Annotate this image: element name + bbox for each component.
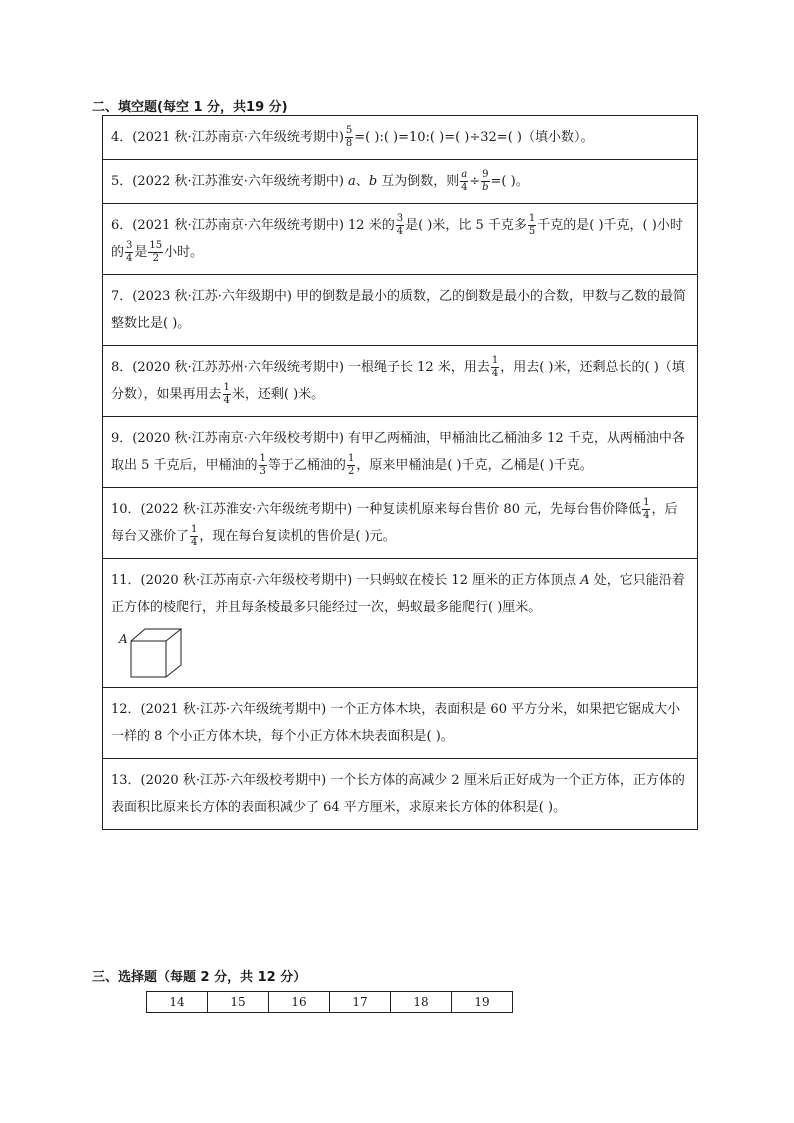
q4-text-2[interactable]: =( ):( )=10:( )=( )÷32=( )（填小数）。	[354, 130, 594, 145]
q6-fraction-3: $\frac{3}{4}$	[126, 240, 133, 264]
q5-fraction-1: $\frac{a}{4}$	[461, 169, 468, 193]
q10-fraction-2: $\frac{1}{4}$	[191, 524, 198, 548]
q8-fraction-2: $\frac{1}{4}$	[223, 382, 230, 406]
q10-fraction-1: $\frac{1}{4}$	[643, 497, 650, 521]
q4-fraction: $\frac{5}{8}$	[345, 125, 353, 149]
cube-icon	[115, 627, 205, 683]
q8-fraction-1: $\frac{1}{4}$	[491, 355, 499, 379]
q9-fraction-2: $\frac{1}{2}$	[347, 453, 355, 477]
q5-fraction-2: $\frac{9}{b}$	[482, 169, 489, 193]
cube-figure	[111, 621, 687, 679]
section-2-title: 二、填空题(每空 1 分，共19 分)	[92, 100, 288, 115]
q5-var-a: a	[348, 174, 356, 189]
answer-cell-19[interactable]: 19	[452, 992, 513, 1013]
q6-fraction-4: $\frac{15}{2}$	[149, 240, 163, 264]
q11-var-a: A	[580, 573, 590, 588]
answer-cell-17[interactable]: 17	[330, 992, 391, 1013]
question-11: 11．(2020 秋·江苏南京·六年级校考期中) 一只蚂蚁在棱长 12 厘米的正方体顶点 A 处，它只能沿着正方体的棱爬行，并且每条棱最多只能经过一次，蚂蚁最多能爬行( )厘米。 A	[103, 559, 698, 688]
q4-text-1: 4．(2021 秋·江苏南京·六年级统考期中)	[111, 130, 344, 145]
question-12	[103, 688, 698, 759]
fill-in-question-table	[102, 115, 698, 830]
q12-text[interactable]: 12．(2021 秋·江苏·六年级统考期中) 一个正方体木块，表面积是 60 平方分米，如果把它锯成大小一样的 8 个小正方体木块，每个小正方体木块表面积是( )。	[111, 702, 681, 744]
answer-cell-14[interactable]: 14	[147, 992, 208, 1013]
q6-fraction-2: $\frac{1}{5}$	[528, 213, 536, 237]
answer-cell-15[interactable]: 15	[208, 992, 269, 1013]
question-13	[103, 759, 698, 830]
answer-grid	[146, 991, 513, 1013]
question-5: 5．(2022 秋·江苏淮安·六年级统考期中) a、b 互为倒数，则 $\frac{a}{4}$ ÷ $\frac{9}{b}$ =( )。	[103, 160, 698, 204]
q5-var-b: b	[368, 174, 378, 189]
q5-answer-blank[interactable]: =( )。	[490, 174, 529, 189]
q7-text[interactable]: 7．(2023 秋·江苏·六年级期中) 甲的倒数是最小的质数，乙的倒数是最小的合数，甲数与乙数的最简整数比是( )。	[111, 289, 687, 331]
answer-cell-16[interactable]: 16	[269, 992, 330, 1013]
section-3-title: 三、选择题（每题 2 分，共 12 分）	[92, 970, 307, 985]
q9-fraction-1: $\frac{1}{3}$	[259, 453, 266, 477]
question-10: 10．(2022 秋·江苏淮安·六年级统考期中) 一种复读机原来每台售价 80 元，先每台售价降低 $\frac{1}{4}$ ，后每台又涨价了 $\frac{1}{4}$ ，现在每台复读机的售价是( )元。	[103, 488, 698, 559]
q13-text[interactable]: 13．(2020 秋·江苏·六年级校考期中) 一个长方体的高减少 2 厘米后正好成为一个正方体，正方体的表面积比原来长方体的表面积减少了 64 平方厘米，求原来长方体的体积是( )。	[111, 773, 685, 815]
cube-vertex-label: A	[119, 632, 128, 646]
answer-cell-18[interactable]: 18	[391, 992, 452, 1013]
answer-grid-row	[147, 992, 513, 1013]
question-7	[103, 275, 698, 346]
question-9: 9．(2020 秋·江苏南京·六年级校考期中) 有甲乙两桶油，甲桶油比乙桶油多 12 千克，从两桶油中各取出 5 千克后，甲桶油的 $\frac{1}{3}$ 等于乙桶油的 $\frac{1}{2}$ ，原来甲桶油是( )千克，乙桶是( )千克。	[103, 417, 698, 488]
question-8: 8．(2020 秋·江苏苏州·六年级统考期中) 一根绳子长 12 米，用去 $\frac{1}{4}$ ，用去( )米，还剩总长的( )（填分数），如果再用去 $\frac{1}{4}$ 米，还剩( )米。	[103, 346, 698, 417]
q6-fraction-1: $\frac{3}{4}$	[396, 213, 404, 237]
question-4	[103, 116, 698, 160]
question-6: 6．(2021 秋·江苏南京·六年级统考期中) 12 米的 $\frac{3}{4}$ 是( )米，比 5 千克多 $\frac{1}{5}$ 千克的是( )千克，( )小时的 $\frac{3}{4}$ 是 $\frac{15}{2}$ 小时。	[103, 204, 698, 275]
